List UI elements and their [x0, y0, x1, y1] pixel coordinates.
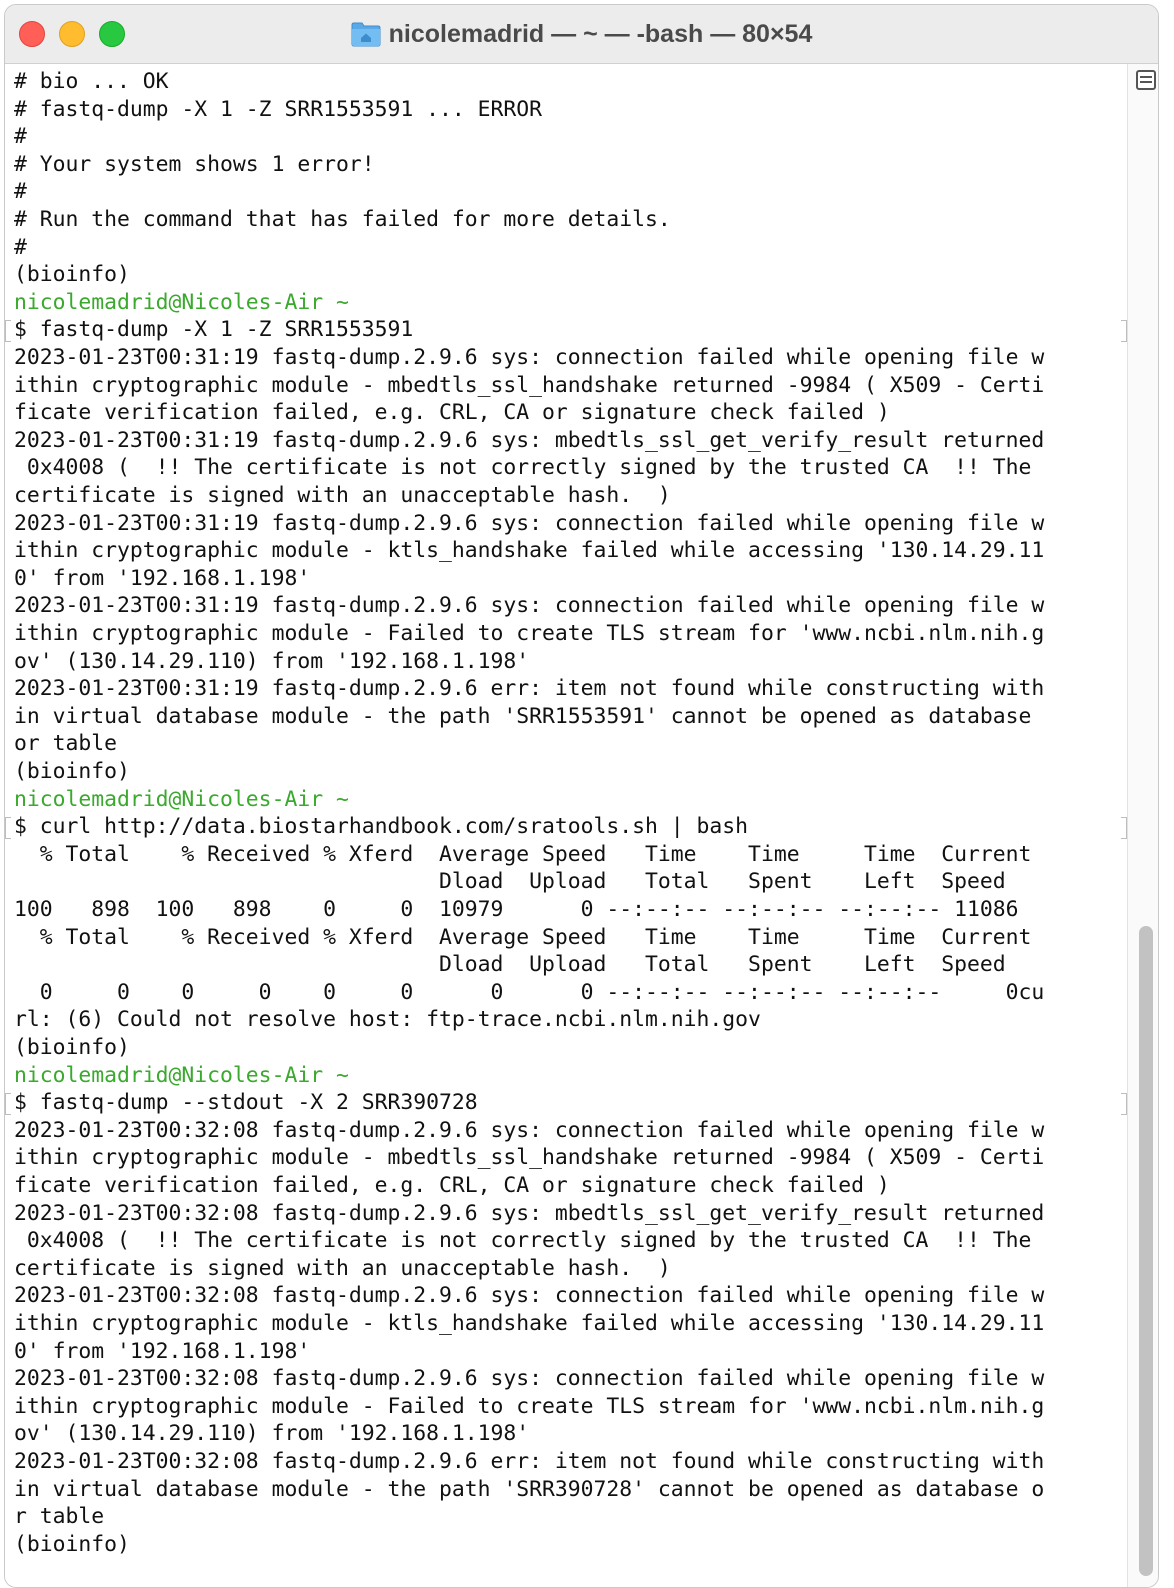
output-line: (bioinfo)	[14, 759, 130, 784]
output-line: 2023-01-23T00:32:08 fastq-dump.2.9.6 sys: mbedtls_ssl_get_verify_result returned	[14, 1200, 1045, 1226]
output-line: (bioinfo)	[14, 1035, 130, 1060]
output-line: ov' (130.14.29.110) from '192.168.1.198'	[14, 1421, 530, 1447]
window-title-group	[5, 5, 1158, 63]
prompt-line: nicolemadrid@Nicoles-Air ~	[14, 289, 349, 315]
mark-bracket-left	[5, 320, 11, 342]
output-line: # bio ... OK	[14, 69, 169, 94]
output-line: ithin cryptographic module - mbedtls_ssl_handshake returned -9984 ( X509 - Certi	[14, 372, 1045, 398]
output-line: 0 0 0 0 0 0 0 0 --:--:-- --:--:-- --:--:-- 0cu	[14, 979, 1045, 1005]
mark-bracket-left	[5, 817, 11, 839]
output-line: 2023-01-23T00:31:19 fastq-dump.2.9.6 err: item not found while constructing with	[14, 676, 1045, 702]
scrollbar[interactable]	[1127, 64, 1159, 1588]
output-line: in virtual database module - the path 'SRR1553591' cannot be opened as database	[14, 703, 1032, 729]
output-line: ov' (130.14.29.110) from '192.168.1.198'	[14, 648, 530, 674]
output-line: 2023-01-23T00:31:19 fastq-dump.2.9.6 sys: connection failed while opening file w	[14, 510, 1045, 536]
output-line: in virtual database module - the path 'SRR390728' cannot be opened as database o	[14, 1476, 1045, 1502]
output-line: # Your system shows 1 error!	[14, 151, 375, 177]
terminal-output[interactable]	[5, 64, 1127, 1588]
output-line: r table	[14, 1504, 105, 1530]
output-line: rl: (6) Could not resolve host: ftp-trace.ncbi.nlm.nih.gov	[14, 1007, 761, 1033]
prompt-line: nicolemadrid@Nicoles-Air ~	[14, 786, 349, 812]
output-line: 0x4008 ( !! The certificate is not correctly signed by the trusted CA !! The	[14, 1228, 1032, 1254]
output-line: 2023-01-23T00:32:08 fastq-dump.2.9.6 sys: connection failed while opening file w	[14, 1117, 1045, 1143]
output-line: (bioinfo)	[14, 1531, 130, 1557]
output-line: ficate verification failed, e.g. CRL, CA or signature check failed )	[14, 1173, 890, 1198]
output-line: 100 898 100 898 0 0 10979 0 --:--:-- --:--:-- --:--:-- 11086	[14, 897, 1019, 922]
output-line: # fastq-dump -X 1 -Z SRR1553591 ... ERROR	[14, 96, 543, 122]
output-line: ithin cryptographic module - Failed to create TLS stream for 'www.ncbi.nlm.nih.g	[14, 1393, 1045, 1419]
output-line: 0' from '192.168.1.198'	[14, 565, 311, 591]
output-line: #	[14, 124, 27, 150]
output-line: 2023-01-23T00:31:19 fastq-dump.2.9.6 sys: connection failed while opening file w	[14, 345, 1045, 370]
output-line: #	[14, 234, 27, 260]
home-folder-icon	[351, 21, 381, 47]
window-title: nicolemadrid — ~ — -bash — 80×54	[388, 19, 813, 48]
command-line: $ fastq-dump -X 1 -Z SRR1553591	[14, 317, 414, 343]
terminal-window	[4, 4, 1159, 1588]
command-line: $ curl http://data.biostarhandbook.com/sratools.sh | bash	[14, 814, 749, 840]
output-line: ithin cryptographic module - ktls_handshake failed while accessing '130.14.29.11	[14, 538, 1045, 564]
output-line: ficate verification failed, e.g. CRL, CA or signature check failed )	[14, 400, 890, 426]
output-line: 2023-01-23T00:32:08 fastq-dump.2.9.6 sys: connection failed while opening file w	[14, 1366, 1045, 1392]
prompt-line: nicolemadrid@Nicoles-Air ~	[14, 1062, 349, 1088]
output-line: 2023-01-23T00:31:19 fastq-dump.2.9.6 sys: mbedtls_ssl_get_verify_result returned	[14, 427, 1045, 453]
output-line: or table	[14, 731, 118, 757]
output-line: certificate is signed with an unacceptable hash. )	[14, 483, 671, 508]
output-line: 2023-01-23T00:32:08 fastq-dump.2.9.6 sys: connection failed while opening file w	[14, 1283, 1045, 1309]
output-line: #	[14, 179, 27, 205]
split-pane-icon[interactable]	[1136, 70, 1156, 90]
output-line: ithin cryptographic module - mbedtls_ssl_handshake returned -9984 ( X509 - Certi	[14, 1145, 1045, 1171]
output-line: 2023-01-23T00:32:08 fastq-dump.2.9.6 err: item not found while constructing with	[14, 1449, 1045, 1474]
output-line: ithin cryptographic module - ktls_handshake failed while accessing '130.14.29.11	[14, 1311, 1045, 1336]
output-line: # Run the command that has failed for more details.	[14, 207, 671, 232]
output-line: certificate is signed with an unacceptable hash. )	[14, 1255, 671, 1281]
output-line: Dload Upload Total Spent Left Speed	[14, 869, 1006, 895]
output-line: 0x4008 ( !! The certificate is not correctly signed by the trusted CA !! The	[14, 455, 1032, 481]
output-line: % Total % Received % Xferd Average Speed Time Time Time Current	[14, 841, 1032, 867]
output-line: 0' from '192.168.1.198'	[14, 1338, 311, 1364]
title-bar[interactable]	[5, 5, 1158, 64]
output-line: Dload Upload Total Spent Left Speed	[14, 952, 1006, 978]
output-line: % Total % Received % Xferd Average Speed Time Time Time Current	[14, 924, 1032, 950]
output-line: ithin cryptographic module - Failed to create TLS stream for 'www.ncbi.nlm.nih.g	[14, 621, 1045, 646]
scrollbar-thumb[interactable]	[1139, 926, 1153, 1576]
command-line: $ fastq-dump --stdout -X 2 SRR390728	[14, 1090, 478, 1116]
mark-bracket-left	[5, 1093, 11, 1115]
output-line: 2023-01-23T00:31:19 fastq-dump.2.9.6 sys: connection failed while opening file w	[14, 593, 1045, 619]
output-line: (bioinfo)	[14, 262, 130, 288]
